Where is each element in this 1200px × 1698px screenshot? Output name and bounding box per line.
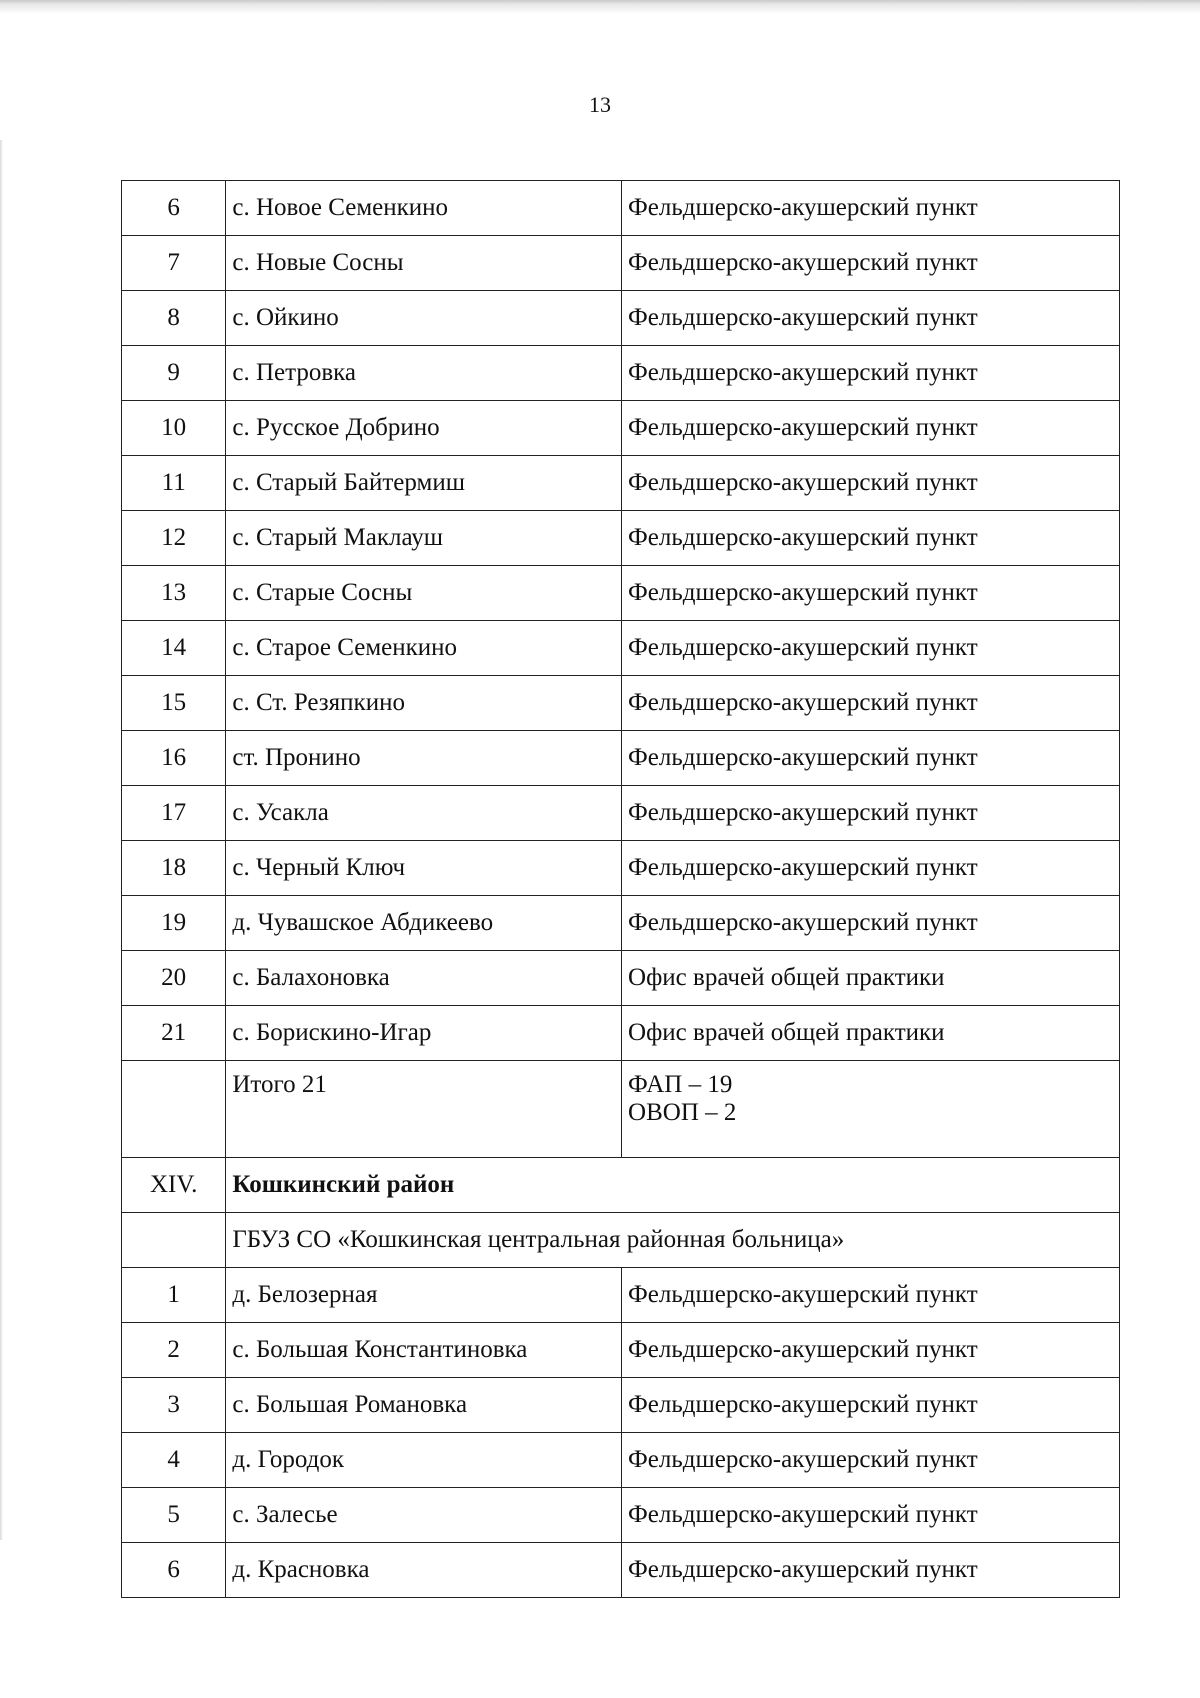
table-row bbox=[122, 731, 1120, 786]
table-row bbox=[122, 401, 1120, 456]
row-number: 13 bbox=[122, 566, 226, 621]
facility-type: Фельдшерско-акушерский пункт bbox=[622, 1488, 1120, 1543]
settlement-name: с. Старый Маклауш bbox=[226, 511, 622, 566]
facility-type: Фельдшерско-акушерский пункт bbox=[622, 1433, 1120, 1488]
facility-type: Фельдшерско-акушерский пункт bbox=[622, 291, 1120, 346]
table-row bbox=[122, 566, 1120, 621]
facility-type: Фельдшерско-акушерский пункт bbox=[622, 511, 1120, 566]
facility-type: Фельдшерско-акушерский пункт bbox=[622, 786, 1120, 841]
hospital-name: ГБУЗ СО «Кошкинская центральная районная больница» bbox=[226, 1213, 1120, 1268]
facility-type: Фельдшерско-акушерский пункт bbox=[622, 1323, 1120, 1378]
facility-type: Фельдшерско-акушерский пункт bbox=[622, 1543, 1120, 1598]
district-number: XIV. bbox=[122, 1158, 226, 1213]
settlement-name: с. Усакла bbox=[226, 786, 622, 841]
settlement-name: с. Большая Романовка bbox=[226, 1378, 622, 1433]
table-row bbox=[122, 1006, 1120, 1061]
row-number: 7 bbox=[122, 236, 226, 291]
row-number: 17 bbox=[122, 786, 226, 841]
table-row bbox=[122, 621, 1120, 676]
settlement-name: с. Балахоновка bbox=[226, 951, 622, 1006]
facility-type: Фельдшерско-акушерский пункт bbox=[622, 401, 1120, 456]
table-row bbox=[122, 1488, 1120, 1543]
table-body-koshki bbox=[122, 1268, 1120, 1598]
table-row bbox=[122, 786, 1120, 841]
table-row bbox=[122, 1433, 1120, 1488]
total-ovop: ОВОП – 2 bbox=[628, 1099, 737, 1126]
settlement-name: с. Ойкино bbox=[226, 291, 622, 346]
settlement-name: с. Старый Байтермиш bbox=[226, 456, 622, 511]
table-row bbox=[122, 511, 1120, 566]
table-row bbox=[122, 1378, 1120, 1433]
row-number: 9 bbox=[122, 346, 226, 401]
facility-type: Офис врачей общей практики bbox=[622, 1006, 1120, 1061]
page-number: 13 bbox=[589, 92, 611, 117]
table-row bbox=[122, 456, 1120, 511]
row-number: 16 bbox=[122, 731, 226, 786]
row-number: 4 bbox=[122, 1433, 226, 1488]
facility-type: Фельдшерско-акушерский пункт bbox=[622, 236, 1120, 291]
settlement-name: с. Черный Ключ bbox=[226, 841, 622, 896]
settlement-name: с. Большая Константиновка bbox=[226, 1323, 622, 1378]
facility-type: Фельдшерско-акушерский пункт bbox=[622, 676, 1120, 731]
settlement-name: с. Старое Семенкино bbox=[226, 621, 622, 676]
settlement-name: с. Залесье bbox=[226, 1488, 622, 1543]
row-number: 21 bbox=[122, 1006, 226, 1061]
settlement-name: с. Русское Добрино bbox=[226, 401, 622, 456]
facility-type: Фельдшерско-акушерский пункт bbox=[622, 841, 1120, 896]
facility-type: Фельдшерско-акушерский пункт bbox=[622, 456, 1120, 511]
scan-edge-top bbox=[0, 0, 1200, 14]
facility-type: Фельдшерско-акушерский пункт bbox=[622, 1378, 1120, 1433]
settlement-name: с. Ст. Резяпкино bbox=[226, 676, 622, 731]
row-number: 6 bbox=[122, 1543, 226, 1598]
facility-type: Офис врачей общей практики bbox=[622, 951, 1120, 1006]
row-number: 1 bbox=[122, 1268, 226, 1323]
settlement-name: с. Новое Семенкино bbox=[226, 181, 622, 236]
table-row bbox=[122, 896, 1120, 951]
table-body-district-prev bbox=[122, 181, 1120, 1061]
facility-type: Фельдшерско-акушерский пункт bbox=[622, 731, 1120, 786]
total-label: Итого 21 bbox=[226, 1061, 622, 1158]
facility-type: Фельдшерско-акушерский пункт bbox=[622, 621, 1120, 676]
total-row bbox=[122, 1061, 1120, 1158]
row-number: 10 bbox=[122, 401, 226, 456]
row-number: 18 bbox=[122, 841, 226, 896]
row-number: 2 bbox=[122, 1323, 226, 1378]
table-row bbox=[122, 1543, 1120, 1598]
settlement-name: д. Чувашское Абдикеево bbox=[226, 896, 622, 951]
scan-edge-left bbox=[0, 140, 3, 1540]
settlement-name: с. Борискино-Игар bbox=[226, 1006, 622, 1061]
hospital-row bbox=[122, 1213, 1120, 1268]
row-number: 19 bbox=[122, 896, 226, 951]
table-row bbox=[122, 346, 1120, 401]
hospital-num-cell bbox=[122, 1213, 226, 1268]
row-number: 5 bbox=[122, 1488, 226, 1543]
table-row bbox=[122, 951, 1120, 1006]
table-row bbox=[122, 291, 1120, 346]
settlement-name: с. Новые Сосны bbox=[226, 236, 622, 291]
facilities-table bbox=[121, 180, 1120, 1598]
total-num-cell bbox=[122, 1061, 226, 1158]
row-number: 20 bbox=[122, 951, 226, 1006]
total-fap: ФАП – 19 bbox=[628, 1071, 733, 1098]
facility-type: Фельдшерско-акушерский пункт bbox=[622, 1268, 1120, 1323]
settlement-name: с. Старые Сосны bbox=[226, 566, 622, 621]
row-number: 12 bbox=[122, 511, 226, 566]
settlement-name: д. Белозерная bbox=[226, 1268, 622, 1323]
total-breakdown bbox=[622, 1061, 1120, 1158]
row-number: 8 bbox=[122, 291, 226, 346]
facility-type: Фельдшерско-акушерский пункт bbox=[622, 566, 1120, 621]
facility-type: Фельдшерско-акушерский пункт bbox=[622, 181, 1120, 236]
settlement-name: д. Красновка bbox=[226, 1543, 622, 1598]
table-row bbox=[122, 1268, 1120, 1323]
row-number: 15 bbox=[122, 676, 226, 731]
row-number: 6 bbox=[122, 181, 226, 236]
district-name: Кошкинский район bbox=[226, 1158, 1120, 1213]
table-total-section bbox=[122, 1061, 1120, 1268]
table-row bbox=[122, 1323, 1120, 1378]
row-number: 14 bbox=[122, 621, 226, 676]
settlement-name: с. Петровка bbox=[226, 346, 622, 401]
table-row bbox=[122, 841, 1120, 896]
facility-type: Фельдшерско-акушерский пункт bbox=[622, 346, 1120, 401]
settlement-name: д. Городок bbox=[226, 1433, 622, 1488]
table-row bbox=[122, 181, 1120, 236]
row-number: 11 bbox=[122, 456, 226, 511]
row-number: 3 bbox=[122, 1378, 226, 1433]
district-header-row bbox=[122, 1158, 1120, 1213]
table-row bbox=[122, 676, 1120, 731]
table-row bbox=[122, 236, 1120, 291]
settlement-name: ст. Пронино bbox=[226, 731, 622, 786]
facility-type: Фельдшерско-акушерский пункт bbox=[622, 896, 1120, 951]
